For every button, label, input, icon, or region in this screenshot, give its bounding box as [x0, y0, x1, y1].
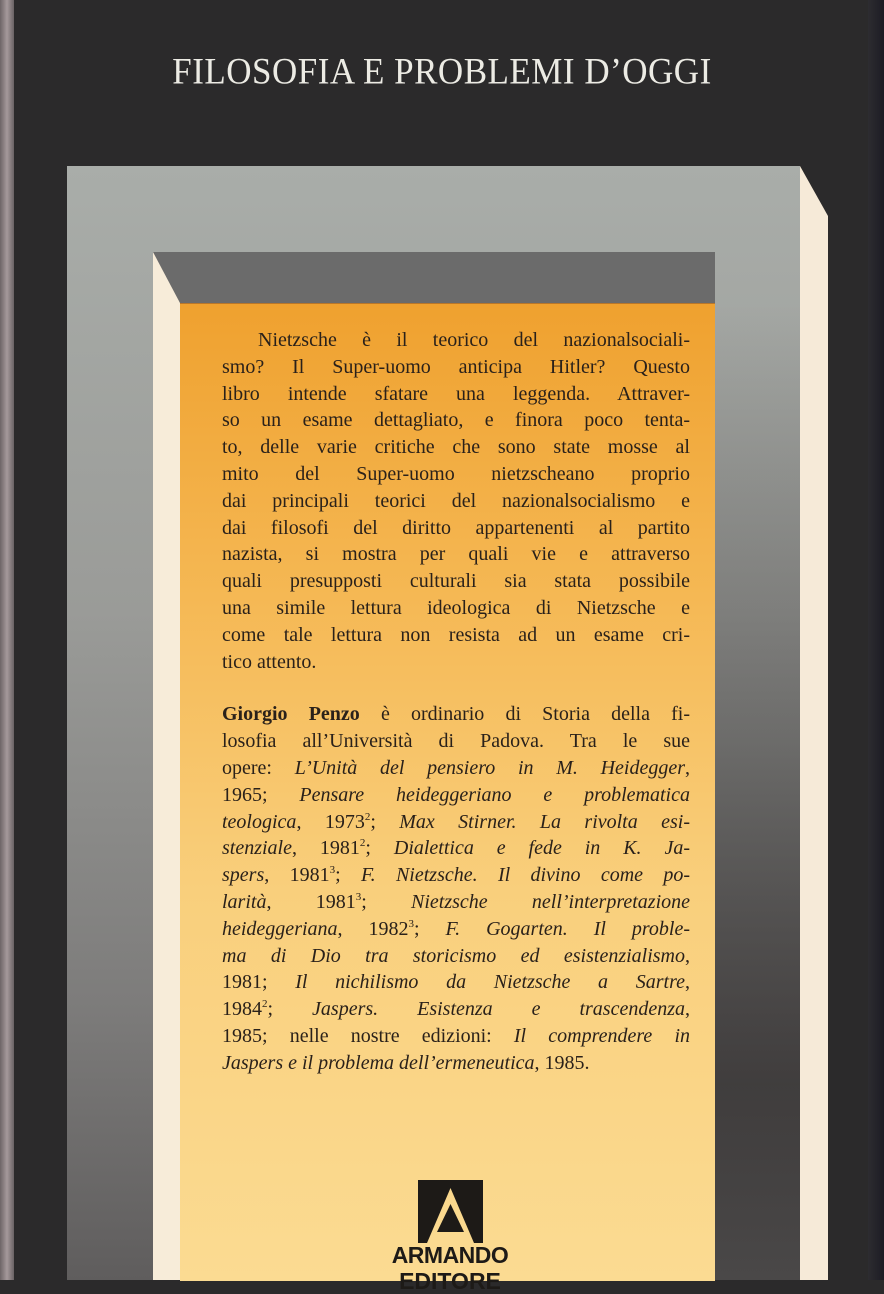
work-title: Jaspers. Esistenza e trascendenza [312, 998, 685, 1021]
edition-superscript: 2 [364, 810, 371, 823]
text-segment: so un esame dettagliato, e finora poco tenta- [222, 409, 690, 432]
text-line [222, 969, 690, 996]
text-segment: opere: [222, 756, 295, 779]
text-segment: , 1985. [534, 1051, 590, 1074]
text-line [222, 889, 690, 916]
text-segment: losofia all’Università di Padova. Tra le sue [222, 730, 690, 753]
text-line [222, 488, 690, 515]
text-segment: ; [413, 917, 446, 940]
work-title: Il nichilismo da Nietzsche a Sartre [295, 971, 685, 994]
text-segment: quali presupposti culturali sia stata possibile [222, 570, 690, 593]
text-line [222, 996, 690, 1023]
armando-a-logo-icon [418, 1180, 483, 1243]
description-paragraph [222, 327, 690, 675]
text-segment: come tale lettura non resista ad un esame cri- [222, 623, 690, 646]
text-segment: smo? Il Super-uomo anticipa Hitler? Questo [222, 355, 690, 378]
publisher-logo [390, 1178, 510, 1294]
work-title: Jaspers e il problema dell’ermeneutica [222, 1051, 535, 1074]
text-segment: to, delle varie critiche che sono state mosse al [222, 436, 690, 459]
work-title: heideggeriana [222, 917, 338, 940]
text-line [222, 1023, 690, 1050]
text-line [222, 1050, 690, 1077]
work-title: larità [222, 890, 267, 913]
text-line [222, 595, 690, 622]
text-segment: 1984 [222, 998, 262, 1021]
text-line [222, 755, 690, 782]
edition-superscript: 2 [359, 837, 366, 850]
text-segment: una simile lettura ideologica di Nietzsche e [222, 596, 690, 619]
text-line [222, 327, 690, 354]
text-line [222, 835, 690, 862]
text-segment: , [684, 971, 690, 994]
text-line [222, 541, 690, 568]
text-segment: 1985; nelle nostre edizioni: [222, 1024, 514, 1047]
text-line [222, 622, 690, 649]
text-segment: , 1982 [337, 917, 409, 940]
work-title: ma di Dio tra storicismo ed esistenzialismo [222, 944, 685, 967]
text-segment: Nietzsche è il teorico del nazionalsociali- [258, 329, 690, 351]
text-segment: è ordinario di Storia della fi- [359, 703, 690, 726]
text-segment: libro intende sfatare una leggenda. Attraver- [222, 382, 690, 405]
work-title: teologica [222, 810, 297, 833]
text-line [222, 434, 690, 461]
text-segment: 1981; [222, 971, 296, 994]
text-segment: , 1981 [292, 837, 360, 860]
text-segment: , [685, 944, 690, 967]
left-bevel [153, 252, 180, 1280]
text-line [222, 354, 690, 381]
inner-top-band [153, 252, 715, 303]
cover-right-edge [868, 0, 884, 1280]
text-segment: 1965; [222, 783, 300, 806]
text-segment: mito del Super-uomo nietzscheano proprio [222, 462, 690, 485]
text-segment: , 1981 [264, 864, 330, 887]
text-segment: , 1973 [296, 810, 365, 833]
text-line [222, 809, 690, 836]
text-segment: ; [370, 810, 400, 833]
work-title: Pensare heideggeriano e problematica [299, 783, 690, 806]
work-title: stenziale [222, 837, 292, 860]
text-segment: dai principali teorici del nazionalsocialismo e [222, 489, 690, 512]
text-segment: dai filosofi del diritto appartenenti al partito [222, 516, 690, 539]
author-name: Giorgio Penzo [222, 703, 360, 726]
text-segment: ; [365, 837, 394, 860]
text-segment: , [685, 998, 690, 1021]
edition-superscript: 3 [329, 864, 336, 877]
text-line [222, 701, 690, 728]
work-title: L’Unità del pensiero in M. Heidegger [294, 756, 685, 779]
text-line [222, 728, 690, 755]
edition-superscript: 3 [408, 917, 414, 930]
publisher-name: ARMANDO [391, 1242, 509, 1268]
work-title: spers [222, 864, 265, 887]
text-segment: nazista, si mostra per quali vie e attraverso [222, 543, 690, 566]
text-segment: ; [335, 864, 361, 887]
work-title: Max Stirner. La rivolta esi- [399, 810, 690, 833]
text-segment: , [685, 756, 690, 779]
text-line [222, 649, 690, 676]
text-line [222, 407, 690, 434]
work-title: F. Nietzsche. Il divino come po- [360, 864, 691, 887]
text-segment: ; [267, 998, 313, 1021]
text-line [222, 461, 690, 488]
text-line [222, 782, 690, 809]
edition-superscript: 2 [262, 998, 268, 1011]
author-bio-paragraph [222, 701, 690, 1076]
text-line [222, 515, 690, 542]
work-title: F. Gogarten. Il proble- [445, 917, 691, 940]
text-line [222, 381, 690, 408]
text-line [222, 916, 690, 943]
text-line [222, 568, 690, 595]
edition-superscript: 3 [355, 890, 362, 903]
spine-edge [0, 0, 14, 1280]
text-segment: ; [361, 890, 411, 913]
blurb-text [222, 327, 690, 1103]
inner-right-shadow [715, 303, 800, 1280]
text-segment: tico attento. [222, 650, 317, 673]
text-line [222, 943, 690, 970]
work-title: Nietzsche nell’interpretazione [411, 890, 691, 913]
text-line [222, 862, 690, 889]
text-segment: , 1981 [266, 890, 356, 913]
series-title: FILOSOFIA E PROBLEMI D’OGGI [172, 51, 712, 92]
work-title: Il comprendere in [513, 1024, 690, 1047]
right-bevel [800, 166, 828, 1280]
work-title: Dialettica e fede in K. Ja- [393, 837, 690, 860]
publisher-sub: EDITORE [399, 1268, 501, 1294]
